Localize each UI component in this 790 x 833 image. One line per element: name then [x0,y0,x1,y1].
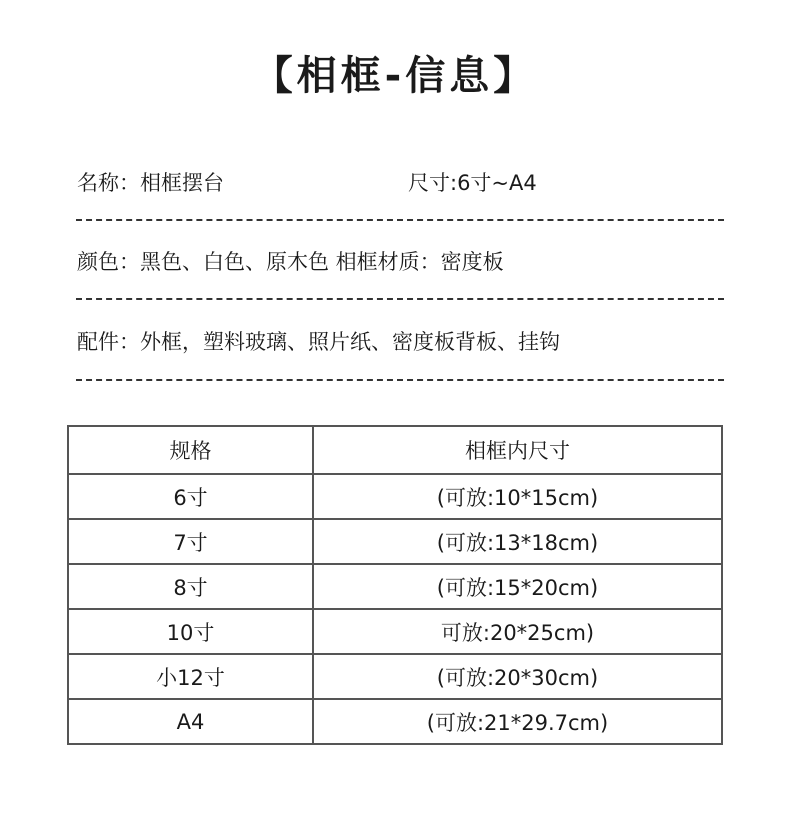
spec-cell: 小12寸 [68,654,313,699]
product-name: 名称：相框摆台 [77,171,224,195]
table-row [68,699,722,744]
inner-size-cell: (可放:10*15cm) [313,474,722,519]
spec-cell: 7寸 [68,519,313,564]
spec-cell: 8寸 [68,564,313,609]
dashed-divider [76,379,724,381]
inner-size-cell: (可放:21*29.7cm) [313,699,722,744]
dashed-divider [76,219,724,221]
spec-cell: 10寸 [68,609,313,654]
table-row [68,654,722,699]
info-row-color-material [77,247,504,277]
inner-size-cell: (可放:13*18cm) [313,519,722,564]
product-size: 尺寸:6寸~A4 [408,171,537,195]
table-row [68,564,722,609]
inner-size-cell: (可放:20*30cm) [313,654,722,699]
info-row-accessories [77,327,560,357]
column-header-inner-size: 相框内尺寸 [313,426,722,474]
spec-table [67,425,723,745]
table-header-row [68,426,722,474]
spec-cell: A4 [68,699,313,744]
column-header-spec: 规格 [68,426,313,474]
accessories-text: 配件：外框，塑料玻璃、照片纸、密度板背板、挂钩 [77,330,560,354]
dashed-divider [76,298,724,300]
table-row [68,474,722,519]
info-row-name [77,168,537,198]
inner-size-cell: (可放:15*20cm) [313,564,722,609]
inner-size-cell: 可放:20*25cm) [313,609,722,654]
table-row [68,609,722,654]
color-material-text: 颜色：黑色、白色、原木色 相框材质：密度板 [77,250,504,274]
page-title: 【相框-信息】 [252,53,538,99]
spec-cell: 6寸 [68,474,313,519]
table-row [68,519,722,564]
